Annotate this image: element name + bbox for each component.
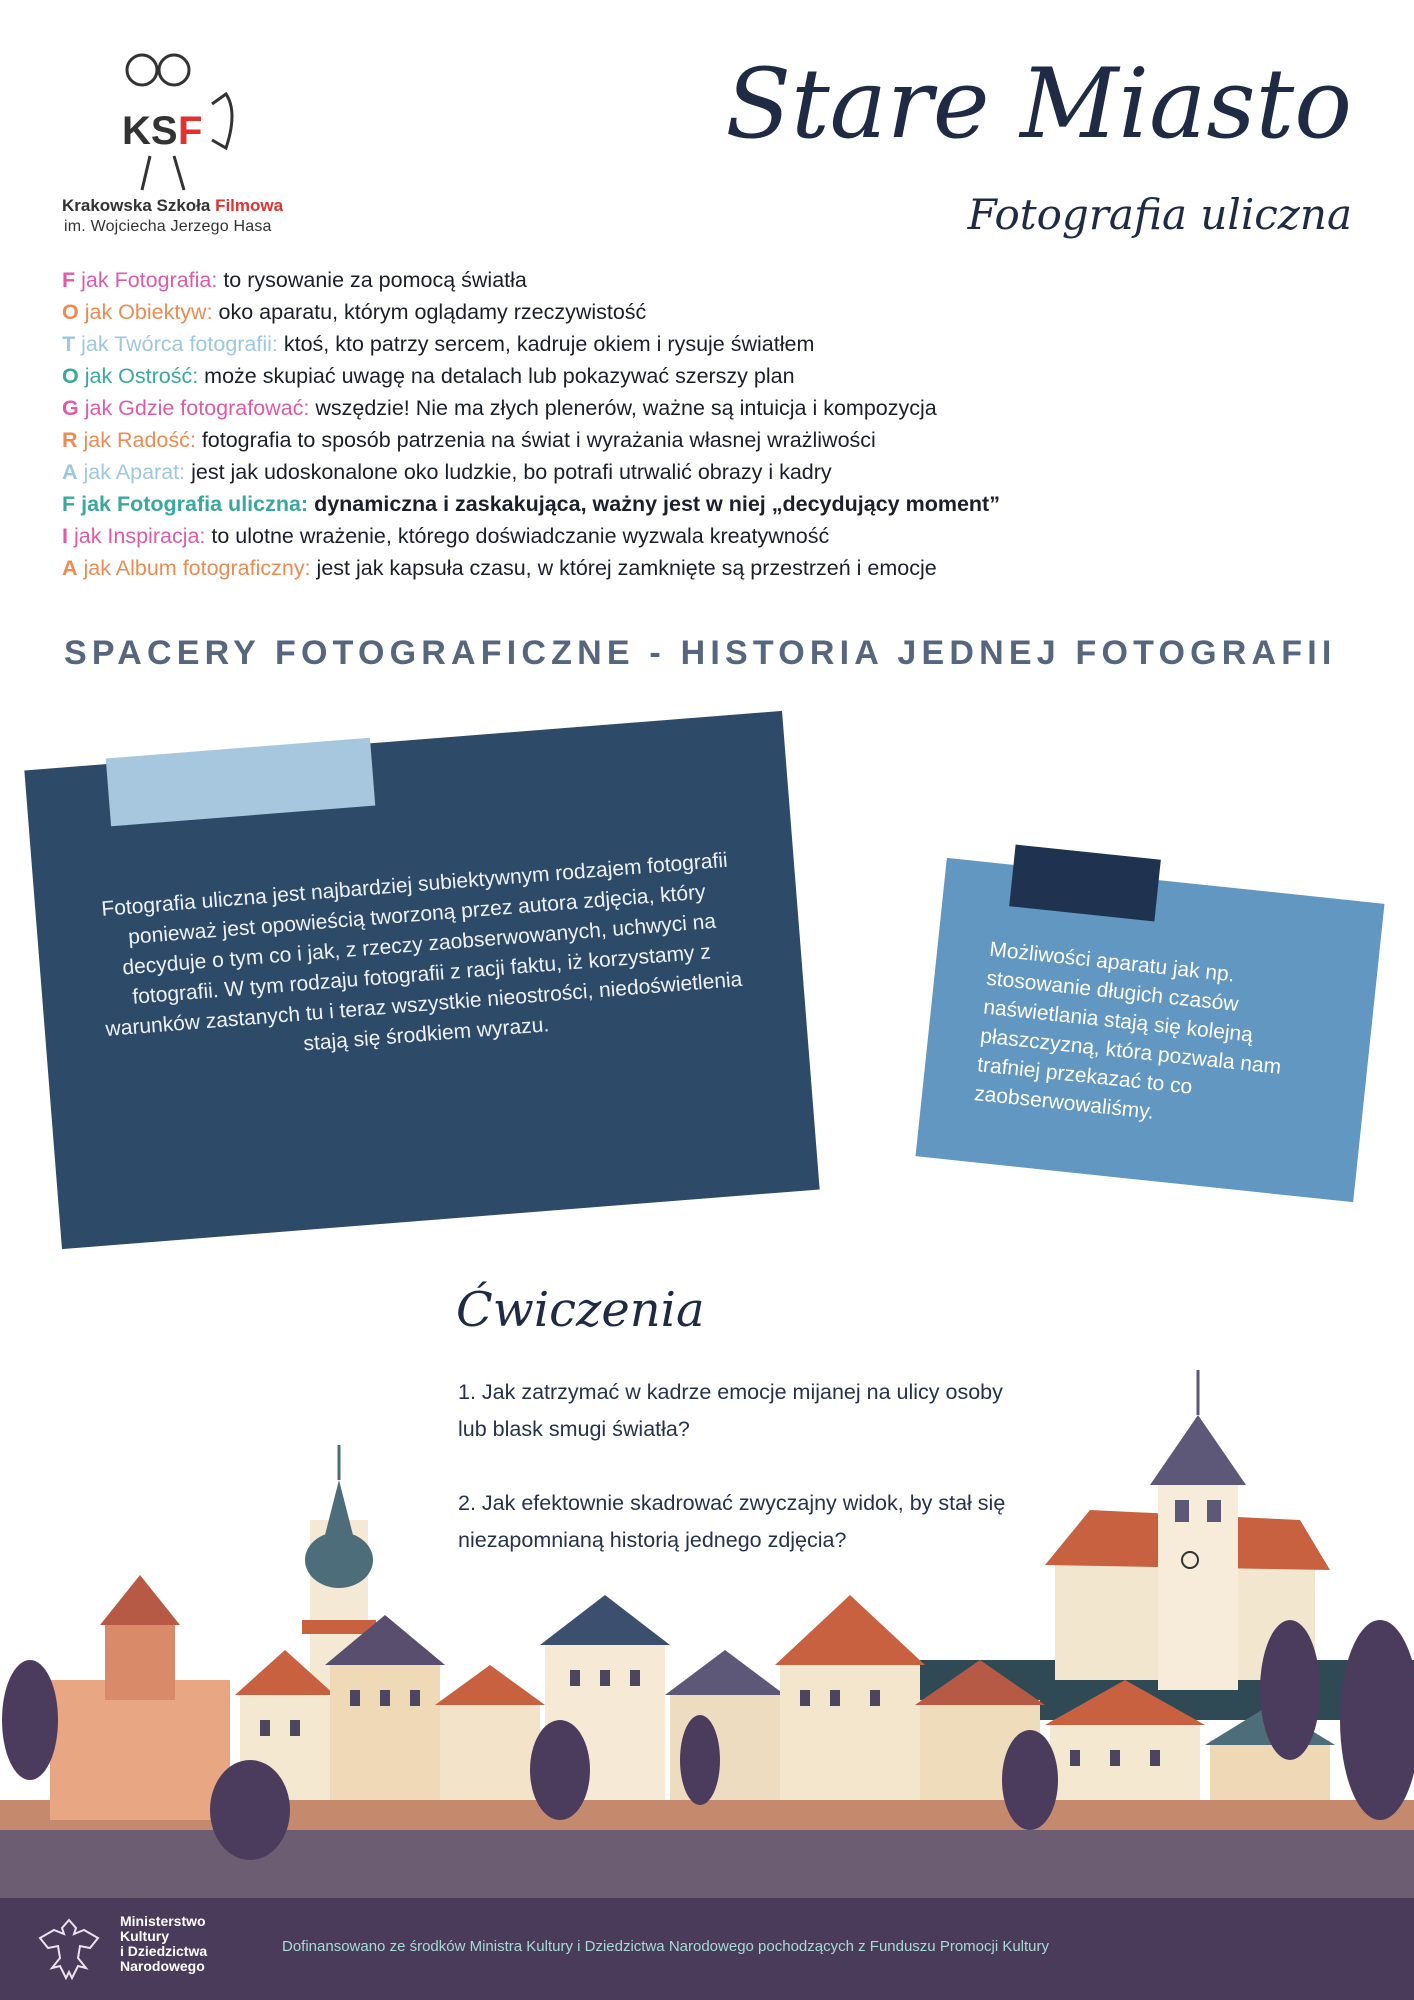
- acrostic-definition: fotografia to sposób patrzenia na świat i wyrażania własnej wrażliwości: [195, 428, 876, 452]
- acrostic-letter: O: [62, 300, 79, 324]
- page-title: Stare Miasto: [725, 48, 1352, 160]
- acrostic-definition: wszędzie! Nie ma złych plenerów, ważne są intuicja i kompozycja: [309, 396, 937, 420]
- acrostic-letter: F: [62, 268, 76, 292]
- footer-bar: [0, 1898, 1414, 2000]
- acrostic-line: [62, 424, 1352, 456]
- page-subtitle: Fotografia uliczna: [967, 190, 1352, 239]
- svg-text:F: F: [178, 109, 203, 153]
- acrostic-line: [62, 488, 1352, 520]
- acrostic-line: [62, 456, 1352, 488]
- acrostic-label: jak Twórca fotografii:: [75, 332, 278, 356]
- acrostic-line: [62, 264, 1352, 296]
- note-card-text: Fotografia uliczna jest najbardziej subiektywnym rodzajem fotografii ponieważ jest opowieścią tworzoną przez autora zdjęcia, który decyduje o tym co i jak, z rzeczy zaobserwowanych, uchwyci na fotografii. W tym rodzaju fotografii z racji faktu, iż korzystamy z warunków zastanych tu i teraz wszystkie nieostrości, niedoświetlenia stają się środkiem wyrazu.: [100, 848, 744, 1056]
- exercises-title: Ćwiczenia: [456, 1282, 705, 1338]
- acrostic-label: jak Ostrość:: [78, 364, 199, 388]
- acrostic-letter: I: [62, 524, 68, 548]
- section-heading: SPACERY FOTOGRAFICZNE - HISTORIA JEDNEJ FOTOGRAFII: [64, 634, 1337, 672]
- acrostic-label: jak Aparat:: [77, 460, 186, 484]
- acrostic-definition: to ulotne wrażenie, którego doświadczanie wyzwala kreatywność: [205, 524, 830, 548]
- acrostic-line: [62, 520, 1352, 552]
- ksf-logo-mark: [122, 52, 252, 192]
- exercise-item: 2. Jak efektownie skadrować zwyczajny widok, by stał się niezapomnianą historią jednego zdjęcia?: [458, 1491, 1006, 1552]
- acrostic-line: [62, 392, 1352, 424]
- ministry-name: Ministerstwo Kultury i Dziedzictwa Narodowego: [120, 1913, 208, 1974]
- acrostic-label: jak Album fotograficzny:: [77, 556, 311, 580]
- acrostic-letter: G: [62, 396, 79, 420]
- acrostic-label: jak Fotografia uliczna:: [75, 492, 309, 516]
- note-card-text: Możliwości aparatu jak np. stosowanie długich czasów naświetlania stają się kolejną płaszczyzną, która pozwala nam trafniej przekazać to co zaobserwowaliśmy.: [973, 937, 1283, 1124]
- acrostic-list: [62, 264, 1352, 584]
- acrostic-line: [62, 296, 1352, 328]
- school-patron: im. Wojciecha Jerzego Hasa: [64, 218, 272, 235]
- acrostic-definition: dynamiczna i zaskakująca, ważny jest w niej „decydujący moment”: [308, 492, 1000, 516]
- ksf-logo: [62, 52, 312, 242]
- svg-text:KS: KS: [122, 109, 178, 153]
- acrostic-letter: R: [62, 428, 78, 452]
- acrostic-label: jak Gdzie fotografować:: [78, 396, 310, 420]
- acrostic-label: jak Radość:: [77, 428, 196, 452]
- acrostic-definition: jest jak kapsuła czasu, w której zamknięte są przestrzeń i emocje: [310, 556, 937, 580]
- eagle-emblem-icon: [34, 1914, 104, 1986]
- acrostic-letter: A: [62, 556, 78, 580]
- acrostic-label: jak Inspiracja:: [67, 524, 206, 548]
- acrostic-label: jak Obiektyw:: [78, 300, 213, 324]
- acrostic-letter: A: [62, 460, 78, 484]
- school-name: Krakowska Szkoła Filmowa: [62, 196, 284, 215]
- exercise-item: 1. Jak zatrzymać w kadrze emocje mijanej na ulicy osoby lub blask smugi światła?: [458, 1380, 1003, 1441]
- acrostic-definition: może skupiać uwagę na detalach lub pokazywać szerszy plan: [198, 364, 795, 388]
- acrostic-definition: ktoś, kto patrzy sercem, kadruje okiem i rysuje światłem: [277, 332, 815, 356]
- exercises-list: [458, 1374, 1018, 1596]
- acrostic-letter: F: [62, 492, 76, 516]
- acrostic-line: [62, 328, 1352, 360]
- acrostic-line: [62, 552, 1352, 584]
- acrostic-letter: O: [62, 364, 79, 388]
- acrostic-definition: oko aparatu, którym oglądamy rzeczywistość: [212, 300, 647, 324]
- acrostic-label: jak Fotografia:: [75, 268, 218, 292]
- funding-note: Dofinansowano ze środków Ministra Kultury i Dziedzictwa Narodowego pochodzących z Funduszu Promocji Kultury: [282, 1938, 1050, 1955]
- acrostic-line: [62, 360, 1352, 392]
- acrostic-definition: jest jak udoskonalone oko ludzkie, bo potrafi utrwalić obrazy i kadry: [185, 460, 832, 484]
- acrostic-letter: T: [62, 332, 76, 356]
- acrostic-definition: to rysowanie za pomocą światła: [217, 268, 527, 292]
